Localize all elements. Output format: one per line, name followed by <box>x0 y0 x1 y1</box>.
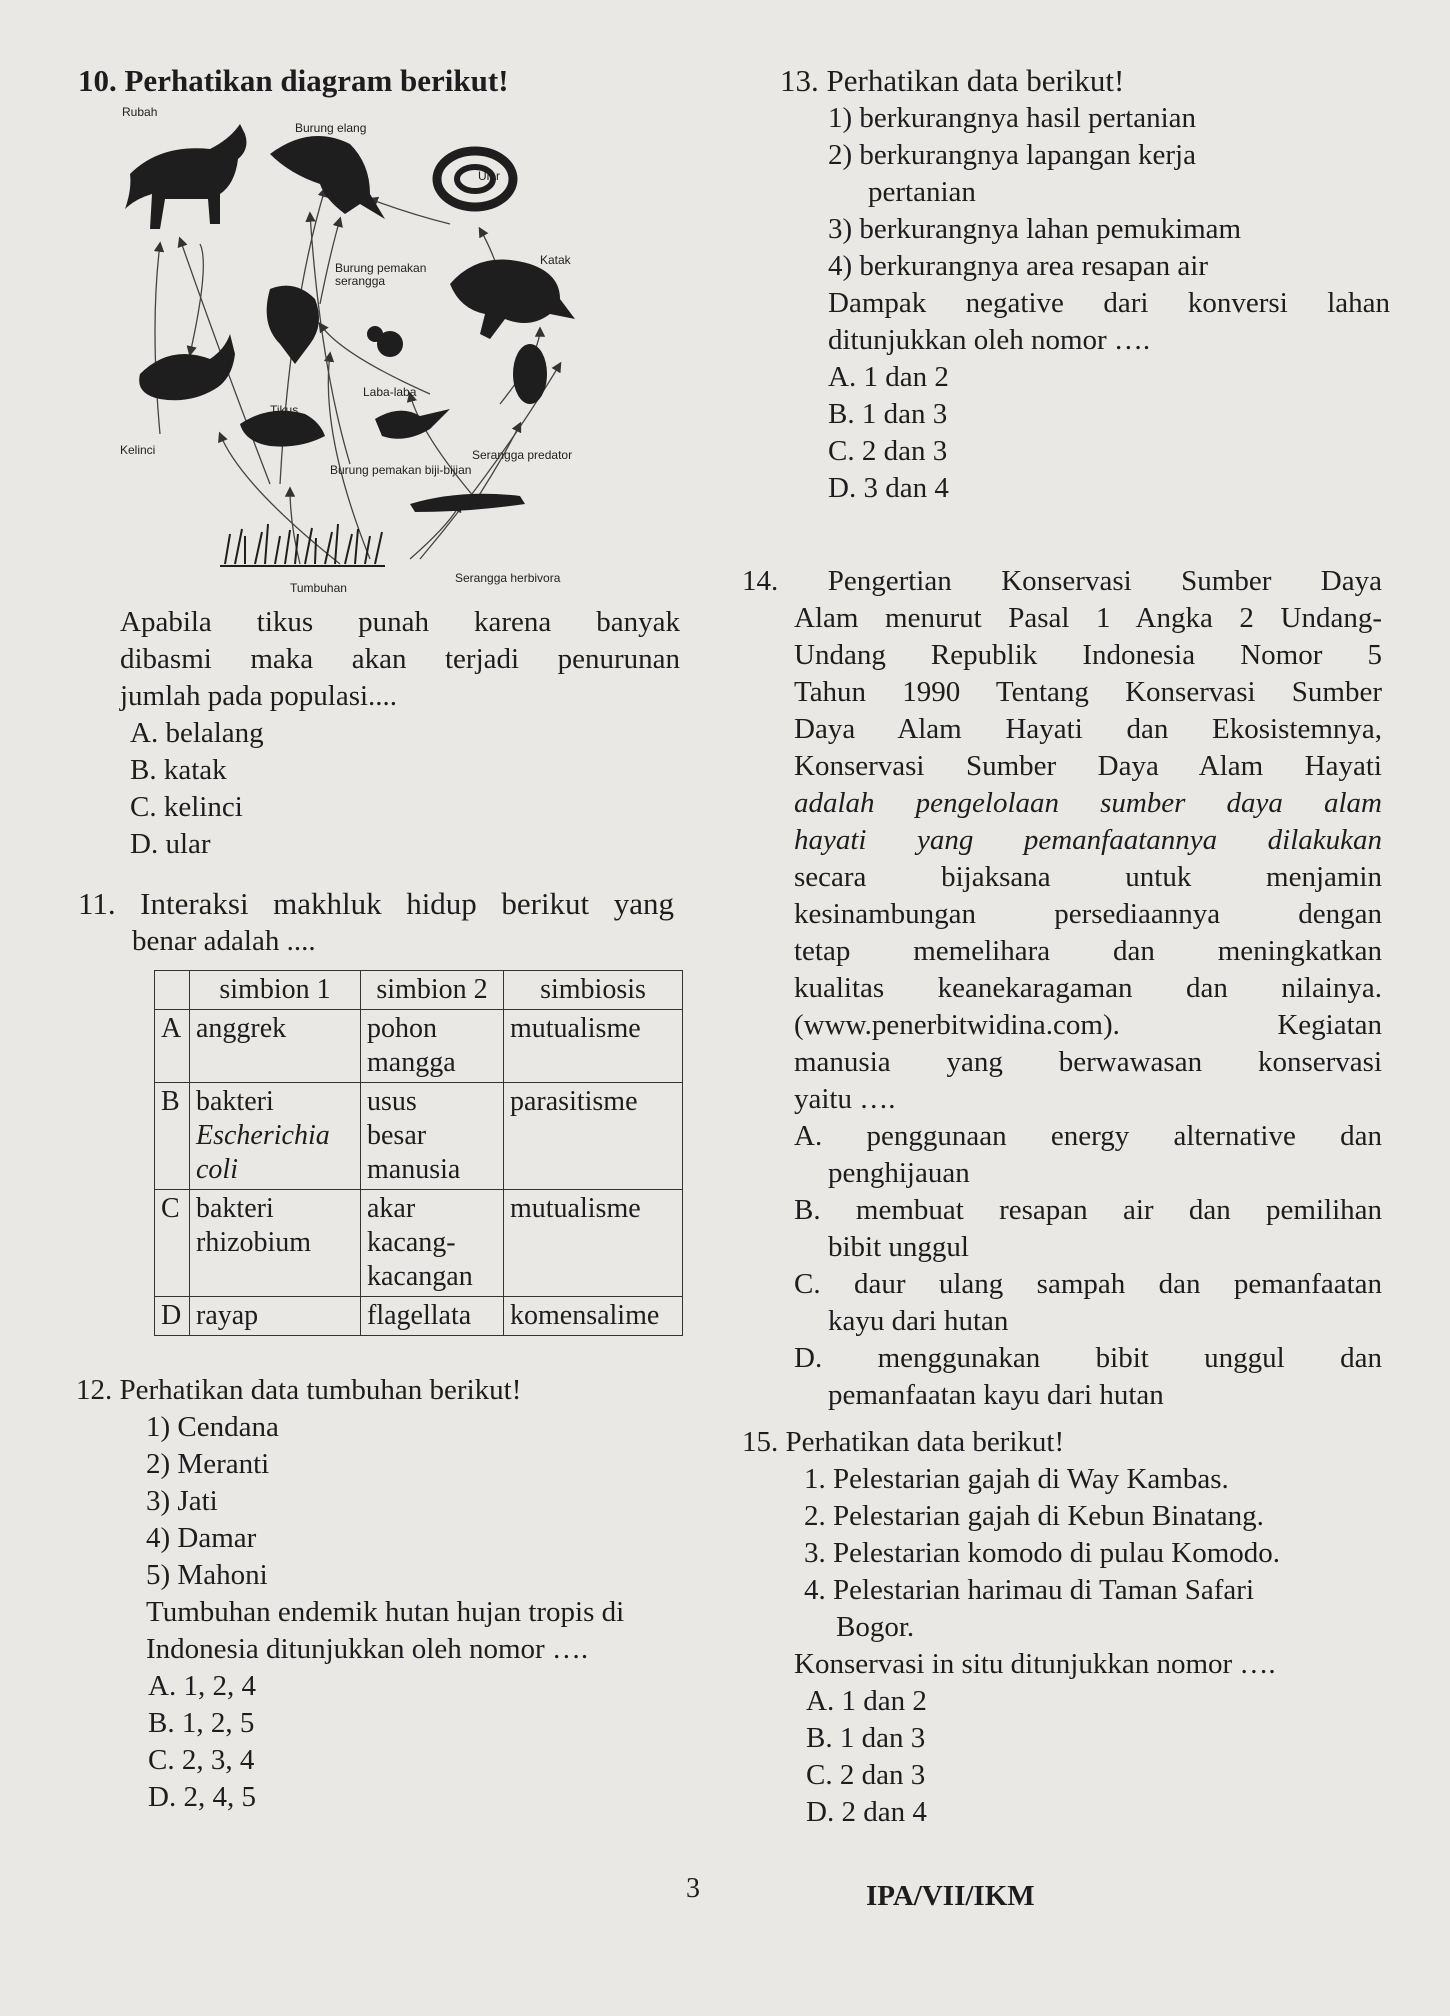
q15-item: 2. Pelestarian gajah di Kebun Binatang. <box>804 1500 1264 1532</box>
q14-body <box>742 600 1382 1118</box>
q15-option-c[interactable]: C. 2 dan 3 <box>806 1759 926 1791</box>
q12-option-a[interactable]: A. 1, 2, 4 <box>148 1670 256 1702</box>
q15-options <box>742 1683 1382 1831</box>
q13-items <box>780 100 1400 285</box>
row-simbiosis: komensalime <box>504 1297 683 1336</box>
q15-item-continued: Bogor. <box>836 1611 915 1643</box>
q14-line: Undang Republik Indonesia Nomor 5 <box>794 639 1382 671</box>
question-15 <box>742 1424 1382 1831</box>
q13-item-continued: pertanian <box>868 176 976 208</box>
label-laba-laba: Laba-laba <box>363 385 417 399</box>
q12-stem-line: Indonesia ditunjukkan oleh nomor …. <box>146 1633 589 1665</box>
q12-option-c[interactable]: C. 2, 3, 4 <box>148 1744 255 1776</box>
q14-line: Daya Alam Hayati dan Ekosistemnya, <box>794 713 1382 745</box>
q10-header: 10. Perhatikan diagram berikut! <box>78 63 509 98</box>
row-simbion-2-part: pohon <box>367 1013 437 1044</box>
q14-option-b-line: bibit unggul <box>828 1231 969 1263</box>
q13-stem-line: Dampak negative dari konversi lahan <box>828 287 1390 319</box>
q12-option-d[interactable]: D. 2, 4, 5 <box>148 1781 256 1813</box>
q14-line: kesinambungan persediaannya dengan <box>794 898 1382 930</box>
q14-line: Alam menurut Pasal 1 Angka 2 Undang- <box>794 602 1382 634</box>
q14-line: 14. Pengertian Konservasi Sumber Daya <box>742 565 1382 597</box>
frog-shape <box>450 260 575 340</box>
row-simbion-2-part: kacang- <box>367 1227 456 1258</box>
question-11 <box>78 885 718 1336</box>
q10-stem-line: dibasmi maka akan terjadi penurunan <box>120 643 680 675</box>
row-simbion-1: rayap <box>190 1297 361 1336</box>
question-13 <box>780 62 1400 507</box>
food-web-arrows <box>120 104 640 604</box>
table-row[interactable] <box>155 1190 683 1297</box>
label-serangga-herbivora: Serangga herbivora <box>455 571 561 585</box>
q13-item: 1) berkurangnya hasil pertanian <box>828 102 1196 134</box>
row-simbion-2 <box>361 1010 504 1083</box>
q14-option-c[interactable] <box>794 1266 1382 1340</box>
q14-line: adalah pengelolaan sumber daya alam <box>794 787 1382 819</box>
q13-header: 13. Perhatikan data berikut! <box>780 63 1125 98</box>
row-simbion-2-part: kacangan <box>367 1261 473 1292</box>
row-simbion-1 <box>190 1083 361 1190</box>
q15-option-d[interactable]: D. 2 dan 4 <box>806 1796 927 1828</box>
table-row[interactable] <box>155 1297 683 1336</box>
symbiosis-table <box>154 970 683 1336</box>
q14-option-c-line: C. daur ulang sampah dan pemanfaatan <box>794 1268 1382 1300</box>
q12-item: 3) Jati <box>146 1485 218 1517</box>
row-letter: C <box>155 1190 190 1297</box>
row-simbion-1-part: bakteri <box>196 1086 274 1117</box>
q10-options <box>130 715 718 863</box>
q14-line: secara bijaksana untuk menjamin <box>794 861 1382 893</box>
q14-option-c-line: kayu dari hutan <box>828 1305 1009 1337</box>
q14-line: hayati yang pemanfaatannya dilakukan <box>794 824 1382 856</box>
row-simbion-1-part: coli <box>196 1154 238 1185</box>
question-12 <box>76 1372 718 1816</box>
left-column <box>78 62 718 1816</box>
label-tikus: Tikus <box>270 403 299 417</box>
q10-option-c[interactable]: C. kelinci <box>130 791 243 823</box>
q15-stem: Konservasi in situ ditunjukkan nomor …. <box>794 1648 1276 1680</box>
row-simbion-2 <box>361 1083 504 1190</box>
row-simbion-2: flagellata <box>361 1297 504 1336</box>
q13-item: 2) berkurangnya lapangan kerja <box>828 139 1196 171</box>
q13-option-d[interactable]: D. 3 dan 4 <box>828 472 949 504</box>
q12-item: 4) Damar <box>146 1522 257 1554</box>
label-burung-pemakan-serangga <box>335 262 426 288</box>
table-header-simbion-1: simbion 1 <box>190 971 361 1010</box>
row-simbion-1-part: Escherichia <box>196 1120 330 1151</box>
q11-header-line-1: 11. Interaksi makhluk hidup berikut yang <box>78 886 674 921</box>
q15-item: 3. Pelestarian komodo di pulau Komodo. <box>804 1537 1281 1569</box>
q15-item: 1. Pelestarian gajah di Way Kambas. <box>804 1463 1229 1495</box>
right-column <box>742 62 1400 1831</box>
row-simbion-1 <box>190 1190 361 1297</box>
q14-options <box>742 1118 1382 1414</box>
q14-option-a-line: A. penggunaan energy alternative dan <box>794 1120 1382 1152</box>
q15-item: 4. Pelestarian harimau di Taman Safari <box>804 1574 1255 1606</box>
q12-stem <box>76 1594 718 1668</box>
row-letter: D <box>155 1297 190 1336</box>
q13-options <box>780 359 1400 507</box>
q13-item: 4) berkurangnya area resapan air <box>828 250 1209 282</box>
fox-shape <box>125 124 246 229</box>
table-row[interactable] <box>155 1010 683 1083</box>
q15-items <box>742 1461 1382 1646</box>
q12-option-b[interactable]: B. 1, 2, 5 <box>148 1707 255 1739</box>
label-burung-elang: Burung elang <box>295 121 367 135</box>
label-katak: Katak <box>540 253 571 267</box>
row-letter: A <box>155 1010 190 1083</box>
q12-item: 5) Mahoni <box>146 1559 268 1591</box>
q15-option-a[interactable]: A. 1 dan 2 <box>806 1685 927 1717</box>
row-simbion-2-part: besar <box>367 1120 427 1151</box>
q14-line: Konservasi Sumber Daya Alam Hayati <box>794 750 1382 782</box>
label-serangga-predator: Serangga predator <box>472 448 573 462</box>
q14-line: Tahun 1990 Tentang Konservasi Sumber <box>794 676 1382 708</box>
q13-option-b[interactable]: B. 1 dan 3 <box>828 398 948 430</box>
q14-option-a[interactable] <box>794 1118 1382 1192</box>
row-simbion-2-part: usus <box>367 1086 417 1117</box>
q13-stem-line: ditunjukkan oleh nomor …. <box>828 324 1151 356</box>
label-ular: Ular <box>478 169 501 183</box>
q12-stem-line: Tumbuhan endemik hutan hujan tropis di <box>146 1596 625 1628</box>
exam-code: IPA/VII/IKM <box>866 1880 1035 1912</box>
label-burung-pemakan-serangga-2: serangga <box>335 274 386 288</box>
q10-stem <box>120 604 680 715</box>
q10-stem-line: Apabila tikus punah karena banyak <box>120 606 680 638</box>
question-10 <box>78 62 718 863</box>
q14-line: kualitas keanekaragaman dan nilainya. <box>794 972 1382 1004</box>
q10-option-b[interactable]: B. katak <box>130 754 227 786</box>
row-simbion-1-part: bakteri <box>196 1193 274 1224</box>
q14-option-d-line: D. menggunakan bibit unggul dan <box>794 1342 1382 1374</box>
label-kelinci: Kelinci <box>120 443 156 457</box>
grasshopper-shape <box>410 494 525 512</box>
table-header-simbiosis: simbiosis <box>504 971 683 1010</box>
row-simbion-1-part: rhizobium <box>196 1227 312 1258</box>
q12-options <box>76 1668 718 1816</box>
row-simbion-2-part: akar <box>367 1193 416 1224</box>
q13-item: 3) berkurangnya lahan pemukimam <box>828 213 1242 245</box>
row-simbiosis: mutualisme <box>504 1190 683 1297</box>
q14-option-b-line: B. membuat resapan air dan pemilihan <box>794 1194 1382 1226</box>
q14-line: yaitu …. <box>794 1083 896 1115</box>
q10-option-d[interactable]: D. ular <box>130 828 211 860</box>
row-letter: B <box>155 1083 190 1190</box>
q13-stem <box>780 285 1390 359</box>
q12-item: 2) Meranti <box>146 1448 270 1480</box>
table-header-letter <box>155 971 190 1010</box>
label-burung-pemakan-biji: Burung pemakan biji-bijian <box>330 463 472 477</box>
label-tumbuhan: Tumbuhan <box>290 581 347 595</box>
seed-bird-shape <box>375 409 450 439</box>
q15-option-b[interactable]: B. 1 dan 3 <box>806 1722 926 1754</box>
q14-line-source[interactable]: (www.penerbitwidina.com). Kegiatan <box>794 1009 1382 1041</box>
insect-bird-shape <box>267 286 319 364</box>
q12-items <box>76 1409 718 1594</box>
table-header-row <box>155 971 683 1010</box>
q10-stem-line: jumlah pada populasi.... <box>120 680 398 712</box>
label-burung-pemakan-serangga-1: Burung pemakan <box>335 261 427 275</box>
question-14 <box>742 563 1382 1414</box>
row-simbion-1: anggrek <box>190 1010 361 1083</box>
q14-option-d[interactable] <box>794 1340 1382 1414</box>
q15-header: 15. Perhatikan data berikut! <box>742 1426 1065 1458</box>
row-simbion-2-part: manusia <box>367 1154 461 1185</box>
q14-option-b[interactable] <box>794 1192 1382 1266</box>
row-simbiosis: mutualisme <box>504 1010 683 1083</box>
q14-line: tetap memelihara dan meningkatkan <box>794 935 1382 967</box>
eagle-shape <box>270 136 385 219</box>
food-web-diagram <box>120 104 640 604</box>
table-row[interactable] <box>155 1083 683 1190</box>
rabbit-shape <box>139 334 235 400</box>
page-number: 3 <box>686 1873 700 1904</box>
row-simbion-2-part: mangga <box>367 1047 456 1078</box>
q14-option-d-line: pemanfaatan kayu dari hutan <box>828 1379 1164 1411</box>
q10-option-a[interactable]: A. belalang <box>130 717 264 749</box>
row-simbiosis: parasitisme <box>504 1083 683 1190</box>
q14-option-a-line: penghijauan <box>828 1157 970 1189</box>
q14-line: manusia yang berwawasan konservasi <box>794 1046 1382 1078</box>
table-header-simbion-2: simbion 2 <box>361 971 504 1010</box>
q12-header: 12. Perhatikan data tumbuhan berikut! <box>76 1374 522 1406</box>
label-rubah: Rubah <box>122 105 158 119</box>
q13-option-c[interactable]: C. 2 dan 3 <box>828 435 948 467</box>
row-simbion-2 <box>361 1190 504 1297</box>
q11-header-line-2: benar adalah .... <box>132 925 316 957</box>
q12-item: 1) Cendana <box>146 1411 279 1443</box>
q13-option-a[interactable]: A. 1 dan 2 <box>828 361 949 393</box>
